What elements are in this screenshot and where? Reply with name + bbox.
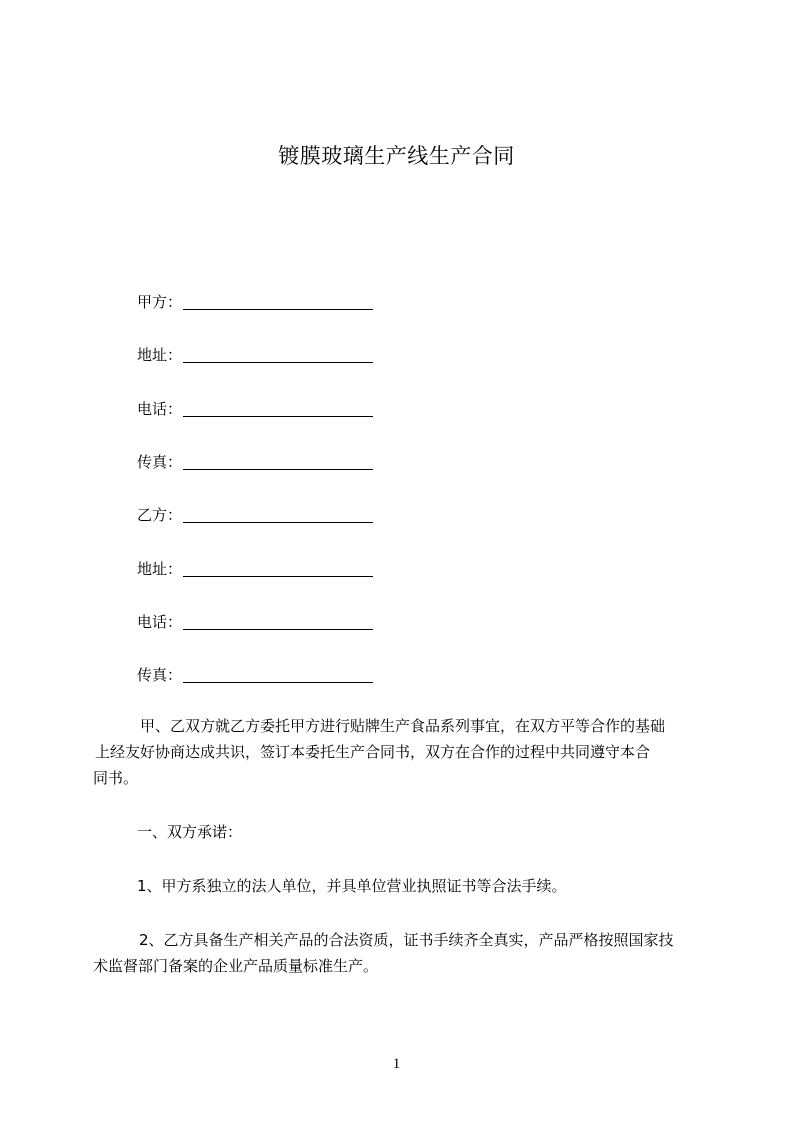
field-label: 地址： [137,560,183,578]
paragraph-line: 甲、乙双方就乙方委托甲方进行贴牌生产食品系列事宜，在双方平等合作的基础 [140,717,666,735]
party-b-name-field [137,503,373,525]
document-title: 镀膜玻璃生产线生产合同 [278,144,515,168]
party-b-address-field [137,557,373,579]
field-label: 传真： [137,666,183,684]
field-label: 甲方： [137,293,183,311]
blank-line [183,615,373,630]
party-a-address-field [137,343,373,365]
paragraph-line: 同书。 [93,769,139,787]
intro-paragraph [93,713,713,791]
blank-line [183,562,373,577]
section-heading-text: 一、双方承诺： [137,823,243,841]
blank-line [183,668,373,683]
party-b-phone-field [137,610,373,632]
clause-1-text: 1、甲方系独立的法人单位，并具单位营业执照证书等合法手续。 [137,877,567,895]
paragraph-line: 2、乙方具备生产相关产品的合法资质，证书手续齐全真实，产品严格按照国家技 [139,931,674,949]
page-number: 1 [392,1056,401,1072]
field-label: 乙方： [137,506,183,524]
field-label: 地址： [137,346,183,364]
clause-2 [93,927,713,979]
blank-line [183,508,373,523]
clause-1 [93,873,713,899]
party-a-fax-field [137,450,373,472]
blank-line [183,295,373,310]
blank-line [183,455,373,470]
party-b-fax-field [137,663,373,685]
field-label: 电话： [137,400,183,418]
paragraph-line: 术监督部门备案的企业产品质量标准生产。 [93,957,379,975]
blank-line [183,348,373,363]
paragraph-line: 上经友好协商达成共识，签订本委托生产合同书，双方在合作的过程中共同遵守本合 [95,743,651,761]
section-heading [93,819,713,845]
field-label: 传真： [137,453,183,471]
party-a-phone-field [137,397,373,419]
party-a-name-field [137,290,373,312]
blank-line [183,402,373,417]
field-label: 电话： [137,613,183,631]
